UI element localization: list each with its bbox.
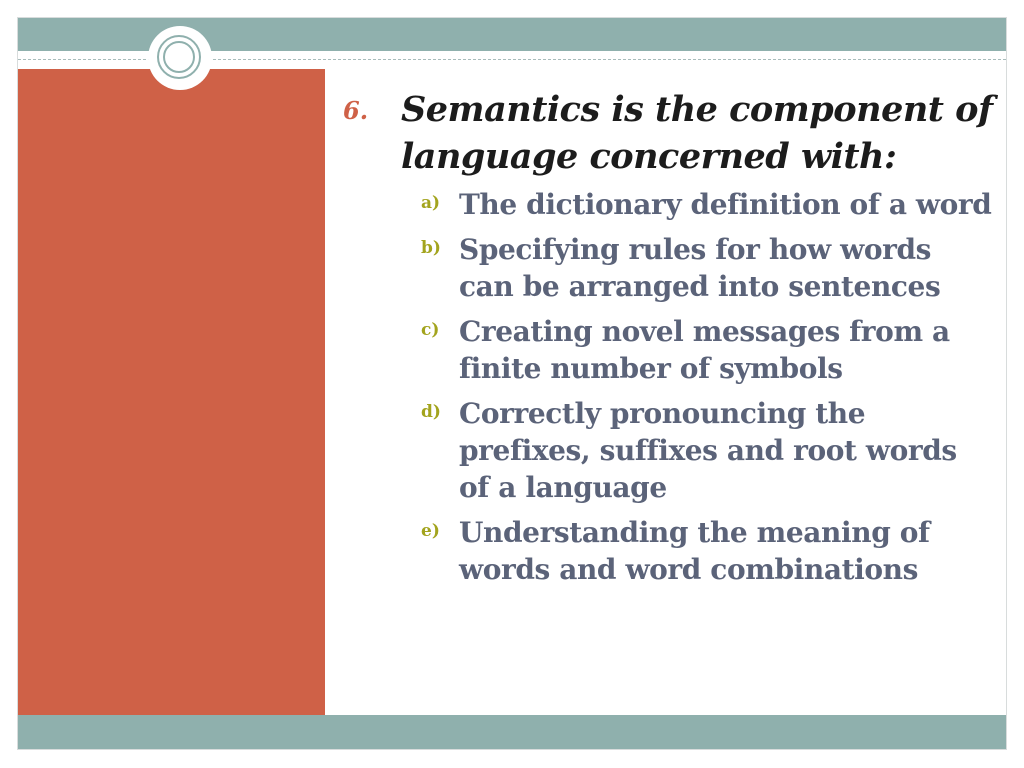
slide-content [343,86,993,596]
slide [17,17,1007,750]
option-text: Creating novel messages from a finite number of symbols [459,315,950,385]
option-text: Specifying rules for how words can be arranged into sentences [459,233,941,303]
option-c [421,313,993,387]
question [343,86,993,180]
option-text: Understanding the meaning of words and word combinations [459,516,930,586]
option-b [421,231,993,305]
side-panel [18,69,325,716]
option-letter: a) [421,193,441,213]
option-letter: e) [421,521,440,541]
option-text: The dictionary definition of a word [459,188,992,221]
option-letter: d) [421,402,441,422]
option-letter: b) [421,238,441,258]
question-number: 6. [343,96,369,125]
bottom-band [18,715,1006,749]
option-text: Correctly pronouncing the prefixes, suffixes and root words of a language [459,397,957,504]
option-a [421,186,993,223]
option-d [421,395,993,506]
circle-ornament-icon [148,26,212,90]
option-e [421,514,993,588]
question-text: Semantics is the component of language concerned with: [401,89,993,177]
option-letter: c) [421,320,440,340]
options-list [421,186,993,588]
